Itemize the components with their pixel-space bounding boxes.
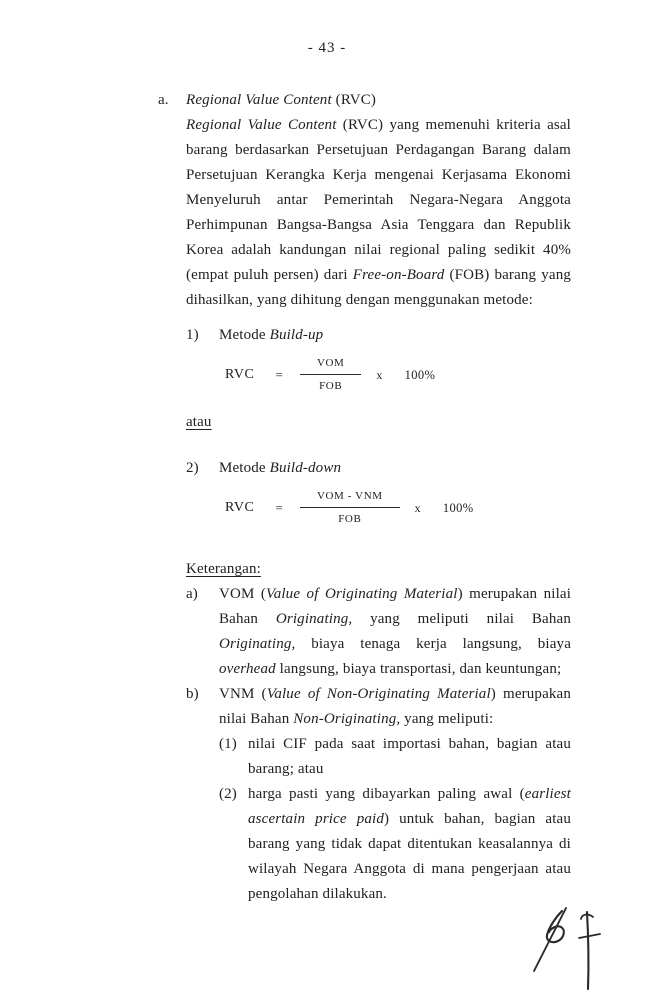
- item-a-paragraph: Regional Value Content (RVC) yang memenuhi kriteria asal barang berdasarkan Persetujuan Perdagangan Barang dalam Persetujuan Kerangka Kerja mengenai Kerjasama Ekonomi Menyeluruh antar Pemerintah Negara-Negara Anggota Perhimpunan Bangsa-Bangsa Asia Tenggara dan Republik Korea adalah kandungan nilai regional paling sedikit 40% (empat puluh persen) dari Free-on-Board (FOB) barang yang dihasilkan, yang dihitung dengan menggunakan metode:: [186, 117, 571, 308]
- method-1-label: Metode Build-up: [219, 327, 324, 343]
- formula-1-equals: =: [275, 367, 283, 382]
- note-b-marker: b): [186, 686, 199, 702]
- list-item-a-marker: a.: [158, 92, 169, 108]
- note-a-marker: a): [186, 586, 198, 602]
- formula-2-denominator: FOB: [338, 513, 362, 525]
- formula-1-fraction: [300, 357, 361, 393]
- method-2-marker: 2): [186, 460, 199, 476]
- formula-2-percent: 100%: [442, 500, 474, 515]
- note-item-a: [186, 582, 571, 682]
- method-1-item: [186, 323, 571, 348]
- formula-build-down: [225, 490, 571, 526]
- formula-1-multiply: x: [376, 367, 383, 382]
- formula-2-lhs: RVC: [225, 500, 255, 515]
- method-2-label: Metode Build-down: [219, 460, 342, 476]
- formula-2-multiply: x: [414, 500, 421, 515]
- note-b-subitem-1: [219, 732, 571, 782]
- method-1-marker: 1): [186, 327, 199, 343]
- formula-1-numerator: VOM: [300, 357, 361, 375]
- connector-atau: atau: [186, 414, 212, 430]
- handwritten-initials-icon: [516, 905, 616, 993]
- formula-2-fraction: [300, 490, 400, 526]
- subitem-2-marker: (2): [219, 786, 237, 802]
- formula-1-lhs: RVC: [225, 367, 255, 382]
- note-a-text: VOM (Value of Originating Material) merupakan nilai Bahan Originating, yang meliputi nilai Bahan Originating, biaya tenaga kerja langsung, biaya overhead langsung, biaya transportasi, dan keuntungan;: [219, 586, 572, 677]
- formula-1-percent: 100%: [404, 367, 436, 382]
- list-item-a: [158, 88, 571, 907]
- note-b-subitem-2: [219, 782, 571, 907]
- method-2-item: [186, 456, 571, 481]
- formula-2-numerator: VOM - VNM: [300, 490, 400, 508]
- subitem-1-text: nilai CIF pada saat importasi bahan, bagian atau barang; atau: [248, 736, 571, 777]
- page-number: - 43 -: [307, 40, 347, 56]
- page-content: [158, 88, 571, 907]
- list-item-a-body: [186, 88, 571, 907]
- formula-build-up: [225, 357, 571, 393]
- subitem-1-marker: (1): [219, 736, 237, 752]
- note-b-body: [219, 682, 571, 907]
- subitem-2-text: harga pasti yang dibayarkan paling awal (earliest ascertain price paid) untuk bahan, bagian atau barang yang tidak dapat ditentukan keasalannya di wilayah Negara Anggota di mana pengerjaan atau pengolahan dilakukan.: [248, 786, 571, 902]
- notes-heading: Keterangan:: [186, 561, 261, 577]
- note-b-text: VNM (Value of Non-Originating Material) merupakan nilai Bahan Non-Originating, yang meliputi:: [219, 686, 571, 727]
- formula-1-denominator: FOB: [319, 380, 343, 392]
- note-item-b: [186, 682, 571, 907]
- item-a-title: Regional Value Content (RVC): [186, 92, 377, 108]
- formula-2-equals: =: [275, 500, 283, 515]
